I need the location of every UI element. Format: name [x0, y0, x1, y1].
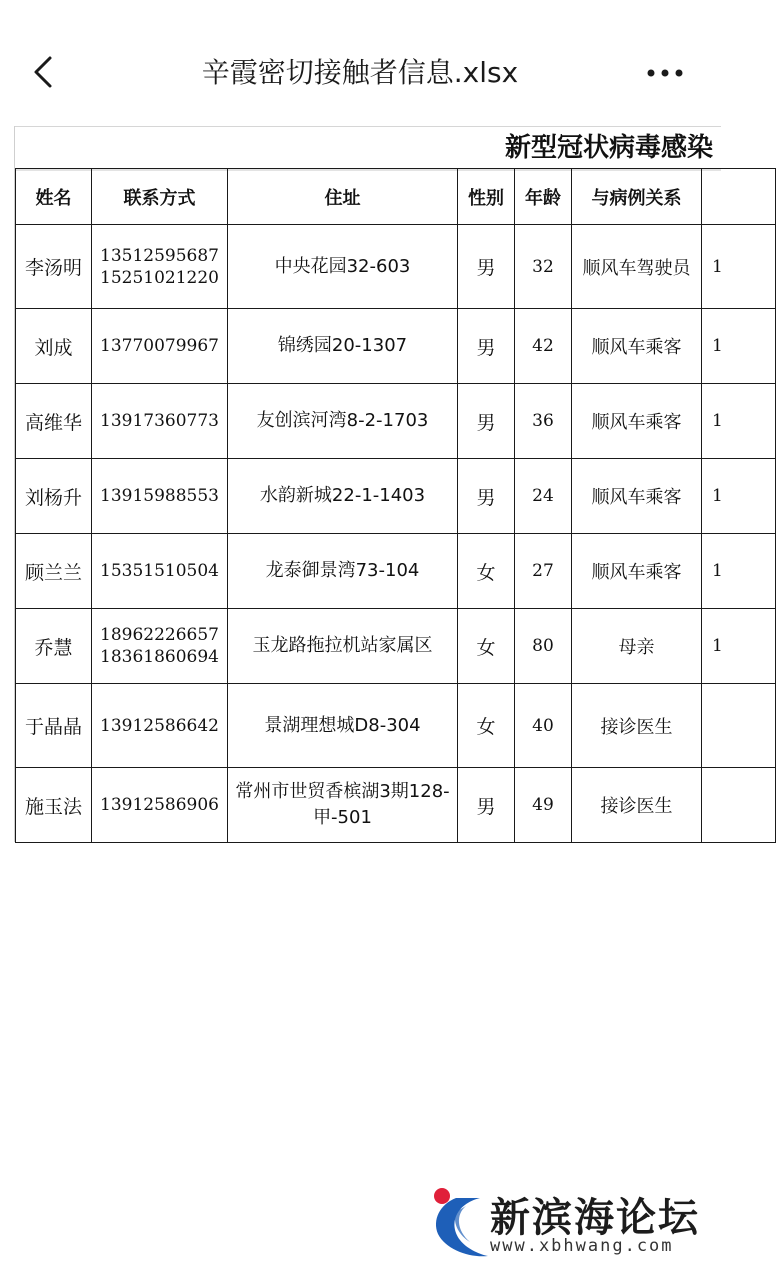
cell-relation[interactable]: 顺风车乘客: [572, 309, 702, 384]
cell-relation[interactable]: 接诊医生: [572, 684, 702, 768]
cell-name[interactable]: 于晶晶: [16, 684, 92, 768]
address-line: 常州市世贸香槟湖3期128-: [235, 781, 450, 802]
watermark-brand: 新滨海论坛: [490, 1195, 700, 1241]
cell-relation[interactable]: 接诊医生: [572, 768, 702, 843]
cell-relation[interactable]: 顺风车乘客: [572, 534, 702, 609]
address-line: 中央花园32-603: [274, 255, 411, 277]
cell-address[interactable]: [228, 534, 458, 609]
cell-name[interactable]: 乔慧: [16, 609, 92, 684]
cell-age[interactable]: 49: [515, 768, 572, 843]
cell-phone[interactable]: [92, 534, 228, 609]
cell-relation[interactable]: 顺风车驾驶员: [572, 225, 702, 309]
address-line: 锦绣园20-1307: [277, 335, 408, 356]
table-row: [16, 384, 776, 459]
cell-name[interactable]: 高维华: [16, 384, 92, 459]
more-horizontal-icon: [640, 54, 690, 92]
phone-line: 13912586906: [100, 795, 219, 815]
cell-name[interactable]: 顾兰兰: [16, 534, 92, 609]
cell-age[interactable]: 27: [515, 534, 572, 609]
cell-phone[interactable]: [92, 309, 228, 384]
address-line: 友创滨河湾8-2-1703: [256, 410, 429, 431]
table-row: [16, 768, 776, 843]
address-line: 玉龙路拖拉机站家属区: [252, 635, 433, 656]
sheet-title: 新型冠状病毒感染: [505, 133, 714, 163]
top-bar: [0, 0, 720, 110]
phone-line: 13915988553: [100, 486, 219, 506]
watermark: [420, 1180, 720, 1270]
contacts-table: [15, 168, 776, 843]
cell-name[interactable]: 施玉法: [16, 768, 92, 843]
more-button[interactable]: [640, 54, 690, 92]
address-line: 龙泰御景湾73-104: [265, 560, 420, 581]
cell-address[interactable]: [228, 309, 458, 384]
cell-sex[interactable]: 男: [458, 459, 515, 534]
cell-age[interactable]: 80: [515, 609, 572, 684]
address-line: 景湖理想城D8-304: [264, 714, 421, 736]
phone-line: 15251021220: [100, 267, 219, 288]
cell-address[interactable]: [228, 225, 458, 309]
spreadsheet-view[interactable]: [14, 126, 721, 842]
column-header-relation[interactable]: 与病例关系: [572, 169, 702, 225]
chevron-left-icon: [26, 50, 66, 94]
cell-extra[interactable]: 1: [702, 309, 776, 384]
cell-address[interactable]: [228, 459, 458, 534]
phone-line: 13917360773: [100, 411, 219, 431]
cell-sex[interactable]: 男: [458, 768, 515, 843]
cell-age[interactable]: 40: [515, 684, 572, 768]
back-button[interactable]: [26, 50, 66, 94]
cell-extra[interactable]: 1: [702, 459, 776, 534]
cell-phone[interactable]: [92, 384, 228, 459]
file-title: 辛霞密切接触者信息.xlsx: [201, 56, 519, 89]
cell-extra[interactable]: 1: [702, 225, 776, 309]
address-line: 甲-501: [313, 807, 372, 828]
cell-phone[interactable]: [92, 225, 228, 309]
column-header-extra[interactable]: [702, 169, 776, 225]
cell-age[interactable]: 36: [515, 384, 572, 459]
cell-name[interactable]: 李汤明: [16, 225, 92, 309]
cell-phone[interactable]: [92, 459, 228, 534]
address-line: 水韵新城22-1-1403: [259, 485, 426, 506]
column-header-address[interactable]: 住址: [228, 169, 458, 225]
cell-sex[interactable]: 男: [458, 309, 515, 384]
table-header-row: [16, 169, 776, 225]
cell-relation[interactable]: 顺风车乘客: [572, 459, 702, 534]
cell-age[interactable]: 42: [515, 309, 572, 384]
cell-extra[interactable]: [702, 768, 776, 843]
table-row: [16, 534, 776, 609]
table-row: [16, 609, 776, 684]
watermark-url: www.xbhwang.com: [490, 1236, 674, 1256]
cell-address[interactable]: [228, 609, 458, 684]
table-row: [16, 684, 776, 768]
cell-sex[interactable]: 女: [458, 609, 515, 684]
column-header-age[interactable]: 年龄: [515, 169, 572, 225]
cell-sex[interactable]: 女: [458, 534, 515, 609]
xbh-logo-icon: [426, 1184, 496, 1264]
column-header-sex[interactable]: 性别: [458, 169, 515, 225]
cell-relation[interactable]: 母亲: [572, 609, 702, 684]
table-row: [16, 459, 776, 534]
table-row: [16, 225, 776, 309]
cell-sex[interactable]: 女: [458, 684, 515, 768]
column-header-phone[interactable]: 联系方式: [92, 169, 228, 225]
cell-phone[interactable]: [92, 684, 228, 768]
cell-age[interactable]: 24: [515, 459, 572, 534]
cell-name[interactable]: 刘杨升: [16, 459, 92, 534]
cell-age[interactable]: 32: [515, 225, 572, 309]
cell-extra[interactable]: 1: [702, 534, 776, 609]
table-row: [16, 309, 776, 384]
phone-line: 13912586642: [100, 715, 219, 736]
phone-line: 13512595687: [100, 245, 219, 266]
phone-line: 18962226657: [100, 625, 219, 645]
phone-line: 18361860694: [100, 647, 219, 667]
cell-name[interactable]: 刘成: [16, 309, 92, 384]
cell-extra[interactable]: 1: [702, 609, 776, 684]
cell-sex[interactable]: 男: [458, 225, 515, 309]
cell-extra[interactable]: 1: [702, 384, 776, 459]
phone-line: 13770079967: [100, 336, 219, 356]
sheet-title-row: [15, 126, 721, 171]
cell-sex[interactable]: 男: [458, 384, 515, 459]
cell-relation[interactable]: 顺风车乘客: [572, 384, 702, 459]
cell-phone[interactable]: [92, 609, 228, 684]
cell-address[interactable]: [228, 384, 458, 459]
cell-extra[interactable]: [702, 684, 776, 768]
column-header-name[interactable]: 姓名: [16, 169, 92, 225]
cell-phone[interactable]: [92, 768, 228, 843]
cell-address[interactable]: [228, 768, 458, 843]
phone-line: 15351510504: [100, 561, 219, 581]
cell-address[interactable]: [228, 684, 458, 768]
